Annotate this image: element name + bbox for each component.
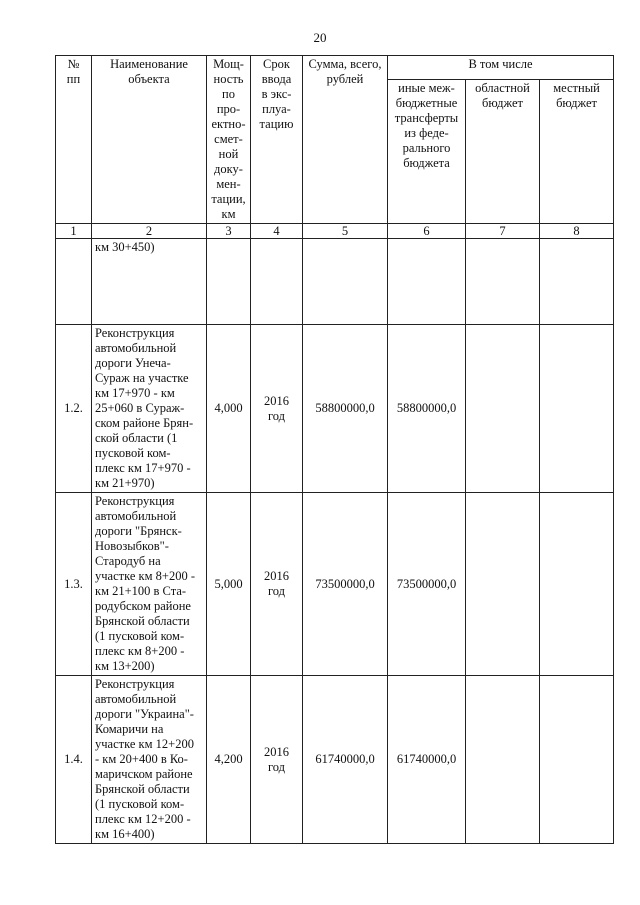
text-line: год (267, 759, 286, 774)
row-number: 1.2. (56, 325, 92, 493)
header-power (207, 56, 251, 224)
text-line: Комаричи на (95, 722, 164, 736)
object-name (92, 676, 207, 844)
text-line: иные меж- (398, 80, 455, 95)
text-line: 2016 (264, 569, 289, 583)
text-line: пусковой ком- (95, 446, 171, 460)
text-line: автомобильной (95, 509, 177, 523)
column-number: 5 (303, 224, 388, 239)
object-sum: 61740000,0 (303, 676, 388, 844)
text-line: маричском районе (95, 767, 193, 781)
object-transfers: 61740000,0 (388, 676, 466, 844)
object-regional (466, 239, 540, 325)
text-line: областной (475, 80, 530, 95)
text-line: Сумма, всего, (308, 57, 382, 71)
text-line: (1 пусковой ком- (95, 629, 185, 643)
text-line: участке км 8+200 - (95, 569, 195, 583)
object-power (207, 239, 251, 325)
text-line: год (267, 408, 286, 423)
text-line: - км 20+400 в Ко- (95, 752, 188, 766)
text-line: мен- (216, 177, 241, 191)
text-line: пп (66, 72, 81, 86)
text-line: плуа- (262, 102, 291, 116)
text-line: Брянской области (95, 614, 190, 628)
text-line: бюджет (556, 95, 597, 110)
text-line: плекс км 8+200 - (95, 644, 185, 658)
text-line: тации, (211, 192, 246, 206)
object-local (540, 493, 614, 676)
table-row (56, 676, 614, 844)
text-line: 2016 (264, 393, 289, 408)
object-transfers: 58800000,0 (388, 325, 466, 493)
text-line: Брянской области (95, 782, 190, 796)
text-line: Срок (263, 57, 290, 71)
header-row-top (56, 56, 614, 80)
text-line: 25+060 в Сураж- (95, 401, 185, 415)
text-line: год (267, 584, 286, 598)
column-numbers-row (56, 224, 614, 239)
text-line: км 13+200) (95, 659, 155, 673)
text-line: дороги "Брянск- (95, 524, 182, 538)
header-transfers (388, 79, 466, 223)
text-line: ной (218, 147, 239, 161)
header-local (540, 79, 614, 223)
text-line: дороги "Украина"- (95, 707, 194, 721)
object-term (251, 493, 303, 676)
text-line: бюджета (403, 155, 450, 170)
text-line: рублей (326, 72, 364, 86)
column-number: 3 (207, 224, 251, 239)
object-term (251, 325, 303, 493)
object-regional (466, 325, 540, 493)
column-number: 7 (466, 224, 540, 239)
table-row (56, 493, 614, 676)
text-line: ввода (261, 72, 292, 86)
text-line: бюджетные (395, 95, 458, 110)
column-number: 8 (540, 224, 614, 239)
text-line: тацию (259, 117, 294, 131)
column-number: 4 (251, 224, 303, 239)
text-line: автомобильной (95, 341, 177, 355)
object-name (92, 239, 207, 325)
column-number: 1 (56, 224, 92, 239)
text-line: ском районе Брян- (95, 416, 194, 430)
object-regional (466, 493, 540, 676)
text-line: км 17+970 - км (95, 386, 175, 400)
object-local (540, 676, 614, 844)
header-name (92, 56, 207, 224)
text-line: ской области (1 (95, 431, 178, 445)
header-including: В том числе (388, 56, 614, 80)
text-line: бюджет (482, 95, 523, 110)
header-sum (303, 56, 388, 224)
text-line: Реконструкция (95, 677, 175, 691)
table-row (56, 239, 614, 325)
object-power: 5,000 (207, 493, 251, 676)
text-line: доку- (214, 162, 243, 176)
object-transfers: 73500000,0 (388, 493, 466, 676)
column-number: 2 (92, 224, 207, 239)
row-number: 1.4. (56, 676, 92, 844)
text-line: Наименование (110, 57, 188, 71)
text-line: автомобильной (95, 692, 177, 706)
object-local (540, 325, 614, 493)
text-line: км 30+450) (95, 240, 155, 254)
text-line: Стародуб на (95, 554, 161, 568)
text-line: км 21+100 в Ста- (95, 584, 187, 598)
object-power: 4,000 (207, 325, 251, 493)
text-line: Новозыбков"- (95, 539, 169, 553)
object-local (540, 239, 614, 325)
object-name (92, 325, 207, 493)
text-line: в экс- (261, 87, 292, 101)
row-number: 1.3. (56, 493, 92, 676)
object-regional (466, 676, 540, 844)
text-line: 2016 (264, 744, 289, 759)
text-line: ность (213, 72, 244, 86)
object-term (251, 676, 303, 844)
text-line: плекс км 12+200 - (95, 812, 191, 826)
text-line: № (67, 57, 80, 71)
text-line: км 21+970) (95, 476, 155, 490)
object-name (92, 493, 207, 676)
text-line: плекс км 17+970 - (95, 461, 191, 475)
row-number (56, 239, 92, 325)
text-line: Сураж на участке (95, 371, 189, 385)
text-line: км (221, 207, 236, 221)
column-number: 6 (388, 224, 466, 239)
object-sum: 58800000,0 (303, 325, 388, 493)
text-line: про- (216, 102, 241, 116)
text-line: (1 пусковой ком- (95, 797, 185, 811)
object-power: 4,200 (207, 676, 251, 844)
header-term (251, 56, 303, 224)
text-line: км 16+400) (95, 827, 155, 841)
object-sum: 73500000,0 (303, 493, 388, 676)
text-line: местный (553, 80, 600, 95)
text-line: из феде- (404, 125, 449, 140)
header-no (56, 56, 92, 224)
text-line: Реконструкция (95, 494, 175, 508)
text-line: участке км 12+200 (95, 737, 194, 751)
text-line: рального (402, 140, 451, 155)
text-line: по (222, 87, 235, 101)
object-transfers (388, 239, 466, 325)
text-line: трансферты (394, 110, 459, 125)
budget-table (55, 55, 614, 844)
header-regional (466, 79, 540, 223)
text-line: объекта (128, 72, 170, 86)
text-line: смет- (214, 132, 243, 146)
table-row (56, 325, 614, 493)
object-term (251, 239, 303, 325)
text-line: ектно- (211, 117, 246, 131)
text-line: дороги Унеча- (95, 356, 171, 370)
object-sum (303, 239, 388, 325)
text-line: Реконструкция (95, 326, 175, 340)
text-line: Мощ- (213, 57, 244, 71)
page-number: 20 (313, 30, 327, 45)
text-line: родубском районе (95, 599, 191, 613)
